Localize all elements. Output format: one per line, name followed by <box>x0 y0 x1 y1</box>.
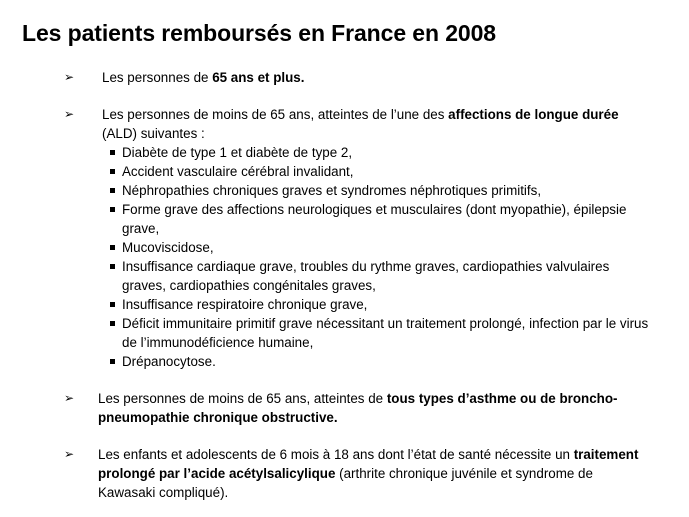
paragraph-children-bold: traitement prolongé par l’acide acétylsalicylique <box>98 447 639 481</box>
paragraph-ald-text: Les personnes de moins de 65 ans, atteintes de l’une des <box>102 107 449 122</box>
paragraph-asthma-text: Les personnes de moins de 65 ans, atteintes de <box>98 391 387 406</box>
paragraph-seniors-bold: 65 ans et plus. <box>212 70 305 85</box>
paragraph-ald <box>34 105 649 143</box>
square-bullet-icon <box>110 264 115 269</box>
arrow-bullet-icon: ➢ <box>64 70 75 84</box>
arrow-bullet-icon: ➢ <box>64 107 75 121</box>
list-item: Insuffisance respiratoire chronique grave, <box>108 295 649 314</box>
slide-content <box>64 68 649 502</box>
paragraph-ald-bold: affections de longue durée <box>448 107 619 122</box>
list-item: Forme grave des affections neurologiques et musculaires (dont myopathie), épilepsie grave, <box>94 200 649 238</box>
list-item: Drépanocytose. <box>108 352 649 371</box>
square-bullet-icon <box>110 321 115 326</box>
paragraph-seniors-text: Les personnes de <box>102 70 213 85</box>
paragraph-children-post: (arthrite chronique juvénile et syndrome de Kawasaki compliqué). <box>98 466 593 500</box>
square-bullet-icon <box>110 302 115 307</box>
paragraph-asthma-bold: tous types d’asthme ou de broncho-pneumopathie chronique obstructive. <box>98 391 618 425</box>
list-item: Mucoviscidose, <box>108 238 649 257</box>
arrow-bullet-icon: ➢ <box>64 447 75 461</box>
square-bullet-icon <box>110 188 115 193</box>
list-item: Déficit immunitaire primitif grave nécessitant un traitement prolongé, infection par le virus de l’immunodéficience humaine, <box>94 314 649 352</box>
square-bullet-icon <box>110 245 115 250</box>
ald-list <box>64 143 649 371</box>
list-item: Diabète de type 1 et diabète de type 2, <box>108 143 649 162</box>
square-bullet-icon <box>110 150 115 155</box>
paragraph-ald-post: (ALD) suivantes : <box>102 126 205 141</box>
paragraph-asthma <box>34 389 649 427</box>
list-item: Insuffisance cardiaque grave, troubles du rythme graves, cardiopathies valvulaires graves, cardiopathies congénitales graves, <box>94 257 649 295</box>
square-bullet-icon <box>110 207 115 212</box>
paragraph-children <box>34 445 649 502</box>
slide-title: Les patients remboursés en France en 2008 <box>22 20 496 46</box>
paragraph-seniors <box>64 68 649 87</box>
list-item: Accident vasculaire cérébral invalidant, <box>108 162 649 181</box>
paragraph-children-text: Les enfants et adolescents de 6 mois à 18 ans dont l’état de santé nécessite un <box>98 447 574 462</box>
arrow-bullet-icon: ➢ <box>64 391 75 405</box>
list-item: Néphropathies chroniques graves et syndromes néphrotiques primitifs, <box>108 181 649 200</box>
square-bullet-icon <box>110 359 115 364</box>
square-bullet-icon <box>110 169 115 174</box>
